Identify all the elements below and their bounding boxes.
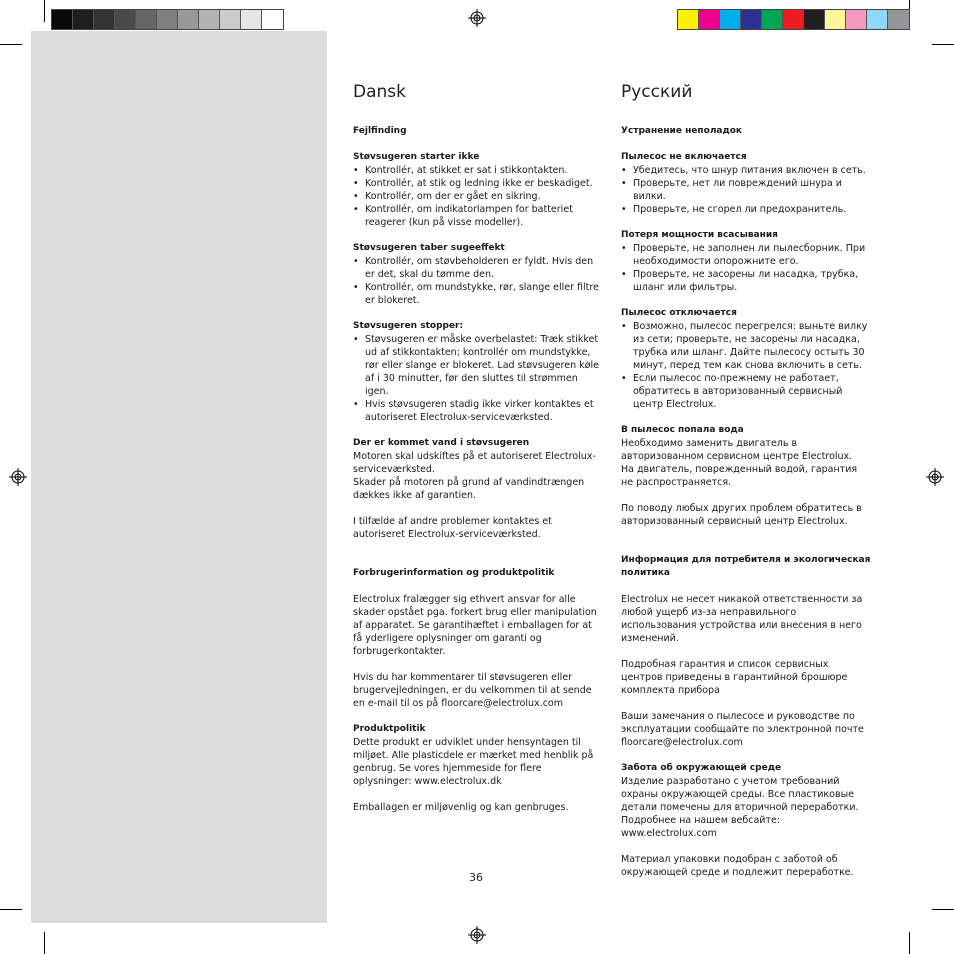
registration-mark-icon <box>468 9 486 27</box>
crop-mark <box>44 0 45 22</box>
crop-mark <box>0 909 22 910</box>
paragraph: Материал упаковки подобран с заботой об окружающей среде и подлежит переработке. <box>621 854 854 878</box>
bullet-list <box>353 333 603 424</box>
heading-troubleshooting: Устранение неполадок <box>621 126 743 136</box>
color-swatch <box>115 10 136 29</box>
danish-column <box>353 82 603 814</box>
subheading: Потеря мощности всасывания <box>621 230 778 240</box>
color-swatch <box>241 10 262 29</box>
process-color-bar <box>677 9 910 30</box>
heading-troubleshooting: Fejlfinding <box>353 126 407 136</box>
paragraph: Emballagen er miljøvenlig og kan genbruges. <box>353 802 569 813</box>
bullet-list <box>621 242 871 294</box>
subheading: Produktpolitik <box>353 724 426 734</box>
subheading: Støvsugeren stopper: <box>353 321 464 331</box>
color-swatch <box>888 10 909 29</box>
paragraph: Electrolux не несет никакой ответственности за любой ущерб из-за неправильного использования устройства или внесения в него изменений. <box>621 594 863 644</box>
subheading: Забота об окружающей среде <box>621 763 782 773</box>
crop-mark <box>932 44 954 45</box>
subheading: Пылесос не включается <box>621 152 747 162</box>
paragraph: Skader på motoren på grund af vandindtrængen dækkes ikke af garantien. <box>353 477 585 501</box>
color-swatch <box>867 10 888 29</box>
color-swatch <box>678 10 699 29</box>
color-swatch <box>720 10 741 29</box>
paragraph: I tilfælde af andre problemer kontaktes et autoriseret Electrolux-serviceværksted. <box>353 516 552 540</box>
subheading: В пылесос попала вода <box>621 425 744 435</box>
list-item: • Kontrollér, om der er gået en sikring. <box>353 190 603 203</box>
list-item: • Возможно, пылесос перегрелся: выньте вилку из сети; проверьте, не засорены ли насадка, трубка или шланг. Дайте пылесосу остыть 30 минут, перед тем как снова включить в сеть. <box>621 320 871 372</box>
color-swatch <box>199 10 220 29</box>
color-swatch <box>804 10 825 29</box>
bullet-list <box>621 320 871 411</box>
subheading: Støvsugeren taber sugeeffekt <box>353 243 505 253</box>
color-swatch <box>825 10 846 29</box>
side-panel <box>31 31 327 923</box>
paragraph: На двигатель, поврежденный водой, гарантия не распространяется. <box>621 464 858 488</box>
bullet-list <box>353 164 603 229</box>
list-item: • Kontrollér, at stikket er sat i stikkontakten. <box>353 164 603 177</box>
color-swatch <box>157 10 178 29</box>
subheading: Forbrugerinformation og produktpolitik <box>353 568 555 578</box>
list-item: • Kontrollér, at stik og ledning ikke er beskadiget. <box>353 177 603 190</box>
paragraph: Изделие разработано с учетом требований охраны окружающей среды. Все пластиковые детали помечены для вторичной переработки. Подробнее на нашем вебсайте: www.electrolux.com <box>621 776 859 839</box>
subheading: Støvsugeren starter ikke <box>353 152 480 162</box>
paragraph: Ваши замечания о пылесосе и руководстве по эксплуатации сообщайте по электронной почте floorcare@electrolux.com <box>621 711 864 748</box>
crop-mark <box>44 932 45 954</box>
paragraph: Подробная гарантия и список сервисных центров приведены в гарантийной брошюре комплекта прибора <box>621 659 848 696</box>
color-swatch <box>783 10 804 29</box>
color-swatch <box>262 10 283 29</box>
color-swatch <box>846 10 867 29</box>
paragraph: Dette produkt er udviklet under hensyntagen til miljøet. Alle plasticdele er mærket med henblik på genbrug. Se vores hjemmeside for flere oplysninger: www.electrolux.dk <box>353 737 594 787</box>
paragraph: Motoren skal udskiftes på et autoriseret Electrolux-serviceværksted. <box>353 451 596 475</box>
grayscale-color-bar <box>51 9 284 30</box>
list-item: • Если пылесос по-прежнему не работает, обратитесь в авторизованный сервисный центр Electrolux. <box>621 372 871 411</box>
list-item: • Hvis støvsugeren stadig ikke virker kontaktes et autoriseret Electrolux-serviceværksted. <box>353 398 603 424</box>
paragraph: Electrolux fralægger sig ethvert ansvar for alle skader opstået pga. forkert brug eller manipulation af apparatet. Se garantihæftet i emballagen for at få yderligere oplysninger om garanti og forbrugerkontakter. <box>353 594 597 657</box>
list-item: • Kontrollér, om støvbeholderen er fyldt. Hvis den er det, skal du tømme den. <box>353 255 603 281</box>
color-swatch <box>94 10 115 29</box>
list-item: • Проверьте, не сгорел ли предохранитель. <box>621 203 871 216</box>
crop-mark <box>932 909 954 910</box>
list-item: • Проверьте, не заполнен ли пылесборник. При необходимости опорожните его. <box>621 242 871 268</box>
russian-column <box>621 82 871 879</box>
color-swatch <box>136 10 157 29</box>
registration-mark-icon <box>468 926 486 944</box>
list-item: • Проверьте, нет ли повреждений шнура и вилки. <box>621 177 871 203</box>
section-title-russian: Русский <box>621 82 693 102</box>
subheading: Пылесос отключается <box>621 308 737 318</box>
section-title-danish: Dansk <box>353 82 406 102</box>
page-number: 36 <box>469 871 483 884</box>
paragraph: По поводу любых других проблем обратитесь в авторизованный сервисный центр Electrolux. <box>621 503 862 527</box>
list-item: • Kontrollér, om mundstykke, rør, slange eller filtre er blokeret. <box>353 281 603 307</box>
subheading: Der er kommet vand i støvsugeren <box>353 438 530 448</box>
list-item: • Kontrollér, om indikatorlampen for batteriet reagerer (kun på visse modeller). <box>353 203 603 229</box>
list-item: • Проверьте, не засорены ли насадка, трубка, шланг или фильтры. <box>621 268 871 294</box>
crop-mark <box>0 44 22 45</box>
paragraph: Необходимо заменить двигатель в авторизованном сервисном центре Electrolux. <box>621 438 853 462</box>
subheading: Информация для потребителя и экологическая политика <box>621 555 871 578</box>
color-swatch <box>220 10 241 29</box>
crop-mark <box>909 932 910 954</box>
color-swatch <box>52 10 73 29</box>
list-item: • Убедитесь, что шнур питания включен в сеть. <box>621 164 871 177</box>
color-swatch <box>699 10 720 29</box>
color-swatch <box>178 10 199 29</box>
registration-mark-icon <box>926 468 944 486</box>
list-item: • Støvsugeren er måske overbelastet: Træk stikket ud af stikkontakten; kontrollér om mundstykke, rør eller slange er blokeret. Lad støvsugeren køle af i 30 minutter, før den sluttes til strømmen igen. <box>353 333 603 398</box>
color-swatch <box>73 10 94 29</box>
bullet-list <box>353 255 603 307</box>
registration-mark-icon <box>9 468 27 486</box>
bullet-list <box>621 164 871 216</box>
color-swatch <box>741 10 762 29</box>
paragraph: Hvis du har kommentarer til støvsugeren eller brugervejledningen, er du velkommen til at sende en e-mail til os på floorcare@electrolux.com <box>353 672 592 709</box>
color-swatch <box>762 10 783 29</box>
